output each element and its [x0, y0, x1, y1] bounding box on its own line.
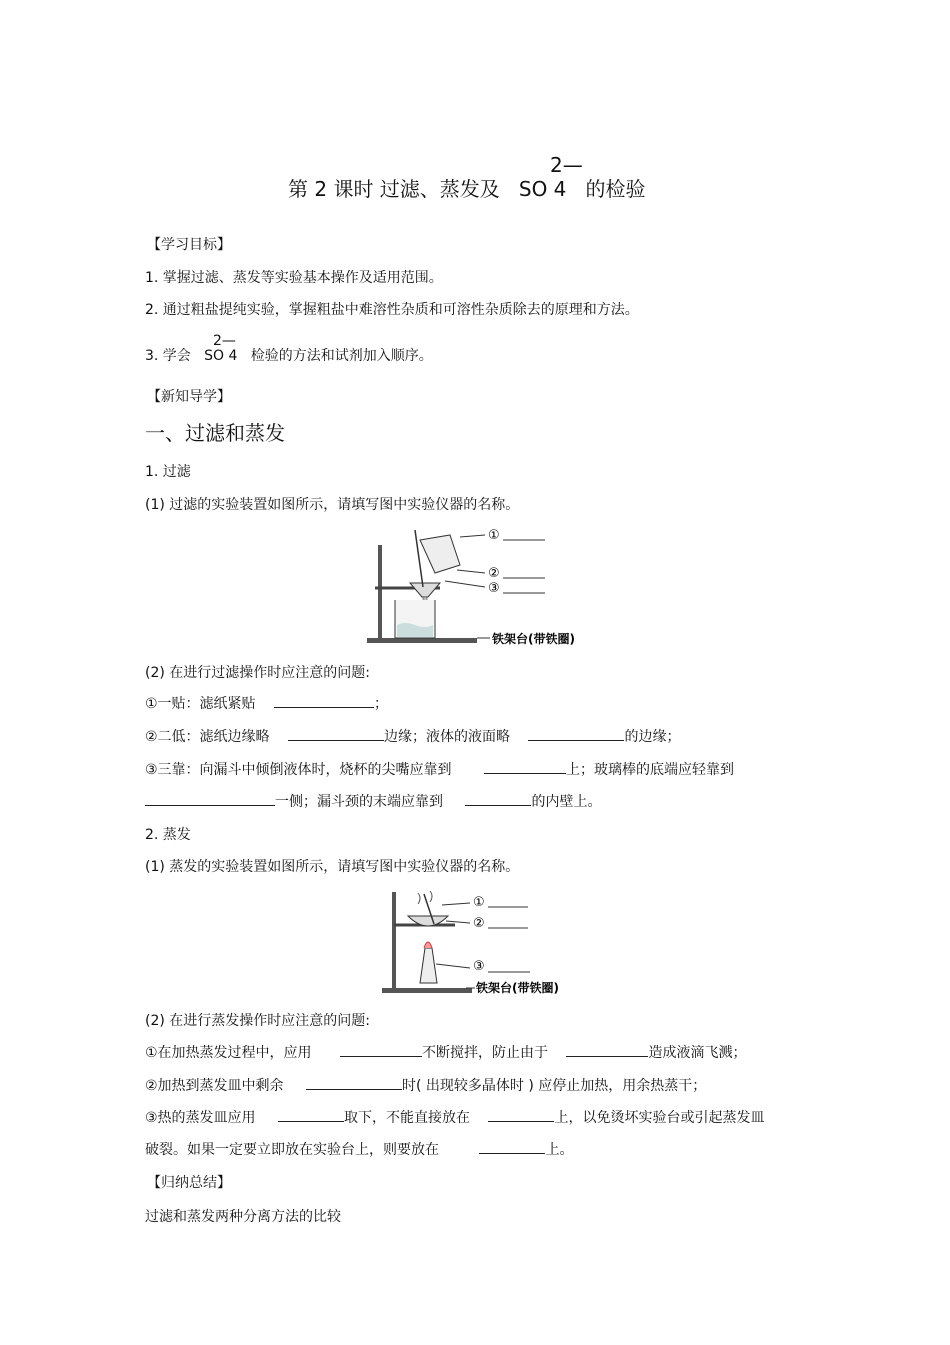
- section-heading: 一、过滤和蒸发: [145, 421, 285, 445]
- title-prefix: 第 2 课时 过滤、蒸发及: [288, 177, 500, 201]
- goal-item-2: 2. 通过粗盐提纯实验，掌握粗盐中难溶性杂质和可溶性杂质除去的原理和方法。: [145, 302, 639, 318]
- title-suffix: 的检验: [585, 177, 646, 201]
- filter-rule-2: ②二低：滤纸边缘略 边缘；液体的液面略 的边缘；: [145, 729, 681, 745]
- fill-blank[interactable]: [278, 1109, 344, 1122]
- fill-blank[interactable]: [274, 695, 374, 708]
- evap-title: 2. 蒸发: [145, 827, 191, 843]
- filter-rule-3-cont: 一侧；漏斗颈的末端应靠到 的内壁上。: [145, 793, 601, 811]
- evap-label-3: ③: [473, 959, 485, 974]
- fill-blank[interactable]: [488, 1109, 554, 1122]
- filter-title: 1. 过滤: [145, 464, 191, 480]
- goal-item-1: 1. 掌握过滤、蒸发等实验基本操作及适用范围。: [145, 270, 443, 286]
- filter-rule-1: ①一贴：滤纸紧贴 ；: [145, 696, 389, 712]
- page-title: [288, 177, 645, 201]
- evap-stand-label: 铁架台(带铁圈): [476, 981, 559, 995]
- fill-blank[interactable]: [340, 1044, 422, 1057]
- filter-label-2: ②: [488, 566, 500, 581]
- goals-heading: 【学习目标】: [147, 237, 231, 253]
- evap-label-1: ①: [473, 895, 485, 910]
- evap-rule-3-cont: 破裂。如果一定要立即放在实验台上，则要放在 上。: [145, 1142, 574, 1158]
- evap-rule-1: ①在加热蒸发过程中，应用 不断搅拌，防止由于 造成液滴飞溅；: [145, 1045, 747, 1061]
- filtration-apparatus-figure: [365, 525, 580, 650]
- evaporation-apparatus-figure: [380, 888, 580, 1000]
- evap-rule-3: ③热的蒸发皿应用 取下，不能直接放在 上，以免烫坏实验台或引起蒸发皿: [145, 1110, 765, 1126]
- fill-blank[interactable]: [465, 793, 531, 806]
- evap-label-2: ②: [473, 916, 485, 931]
- guide-heading: 【新知导学】: [147, 389, 231, 405]
- goal-item-3: [145, 347, 433, 365]
- evap-rule-2: ②加热到蒸发皿中剩余 时( 出现较多晶体时 ) 应停止加热，用余热蒸干；: [145, 1078, 707, 1094]
- summary-text: 过滤和蒸发两种分离方法的比较: [145, 1209, 341, 1225]
- title-formula: SO 4: [518, 177, 567, 201]
- filter-question-1: (1) 过滤的实验装置如图所示，请填写图中实验仪器的名称。: [145, 497, 520, 513]
- goal-3-superscript: 2—: [213, 333, 236, 349]
- filter-label-1: ①: [488, 528, 500, 543]
- filter-stand-label: 铁架台(带铁圈): [492, 632, 575, 646]
- goal-3-formula: SO 4: [204, 348, 238, 364]
- fill-blank[interactable]: [528, 728, 624, 741]
- fill-blank[interactable]: [288, 728, 384, 741]
- fill-blank[interactable]: [566, 1044, 648, 1057]
- summary-heading: 【归纳总结】: [147, 1175, 231, 1191]
- goal-3-prefix: 3. 学会: [145, 348, 191, 364]
- title-superscript: 2—: [550, 153, 583, 177]
- filter-label-3: ③: [488, 581, 500, 596]
- filter-rule-3: ③三靠：向漏斗中倾倒液体时，烧杯的尖嘴应靠到 上；玻璃棒的底端应轻靠到: [145, 762, 735, 778]
- fill-blank[interactable]: [484, 761, 566, 774]
- goal-3-suffix: 检验的方法和试剂加入顺序。: [250, 348, 433, 364]
- filter-question-2: (2) 在进行过滤操作时应注意的问题:: [145, 665, 370, 681]
- evap-question-1: (1) 蒸发的实验装置如图所示，请填写图中实验仪器的名称。: [145, 859, 520, 875]
- fill-blank[interactable]: [145, 793, 275, 806]
- evap-question-2: (2) 在进行蒸发操作时应注意的问题:: [145, 1013, 370, 1029]
- fill-blank[interactable]: [306, 1077, 402, 1090]
- fill-blank[interactable]: [479, 1141, 545, 1154]
